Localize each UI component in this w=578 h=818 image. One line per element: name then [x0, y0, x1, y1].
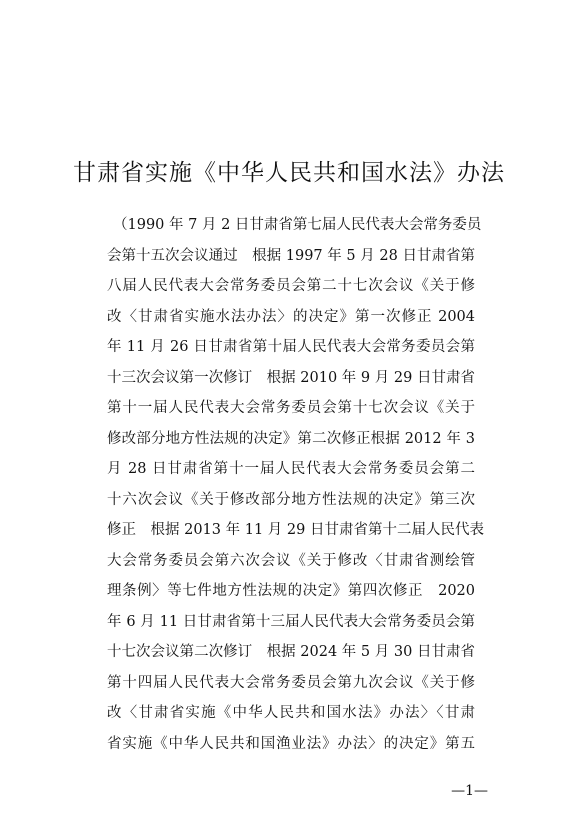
preamble-line: 年 11 月 26 日甘肃省第十届人民代表大会常务委员会第	[107, 339, 475, 355]
preamble-line: 月 28 日甘肃省第十一届人民代表大会常务委员会第二	[107, 461, 475, 477]
preamble-line: 大会常务委员会第六次会议《关于修改〈甘肃省测绘管	[107, 552, 475, 569]
preamble-line: 十六次会议《关于修改部分地方性法规的决定》第三次	[107, 491, 475, 508]
document-title: 甘肃省实施《中华人民共和国水法》办法	[73, 160, 505, 186]
preamble-line: 会第十五次会议通过 根据 1997 年 5 月 28 日甘肃省第	[107, 247, 475, 264]
preamble-line: 十七次会议第二次修订 根据 2024 年 5 月 30 日甘肃省	[107, 644, 475, 660]
preamble-line: 年 6 月 11 日甘肃省第十三届人民代表大会常务委员会第	[107, 613, 475, 630]
preamble-line: （1990 年 7 月 2 日甘肃省第七届人民代表大会常务委员	[113, 217, 482, 233]
preamble-line: 第十四届人民代表大会常务委员会第九次会议《关于修	[107, 674, 475, 691]
preamble-line: 理条例〉等七件地方性法规的决定》第四次修正 2020	[107, 583, 475, 599]
preamble-line: 修正 根据 2013 年 11 月 29 日甘肃省第十二届人民代表	[107, 522, 484, 538]
amendment-history-text	[107, 210, 484, 759]
preamble-line: 修改部分地方性法规的决定》第二次修正根据 2012 年 3	[107, 430, 475, 447]
preamble-line: 十三次会议第一次修订 根据 2010 年 9 月 29 日甘肃省	[107, 369, 475, 386]
preamble-line: 八届人民代表大会常务委员会第二十七次会议《关于修	[107, 278, 475, 294]
preamble-line: 第十一届人民代表大会常务委员会第十七次会议《关于	[107, 400, 475, 416]
preamble-line: 改〈甘肃省实施《中华人民共和国水法》办法〉〈甘肃	[107, 705, 475, 721]
preamble-line: 改〈甘肃省实施水法办法〉的决定》第一次修正 2004	[107, 308, 475, 325]
page-number: —1—	[451, 783, 488, 799]
preamble-line: 省实施《中华人民共和国渔业法》办法〉的决定》第五	[107, 735, 475, 752]
